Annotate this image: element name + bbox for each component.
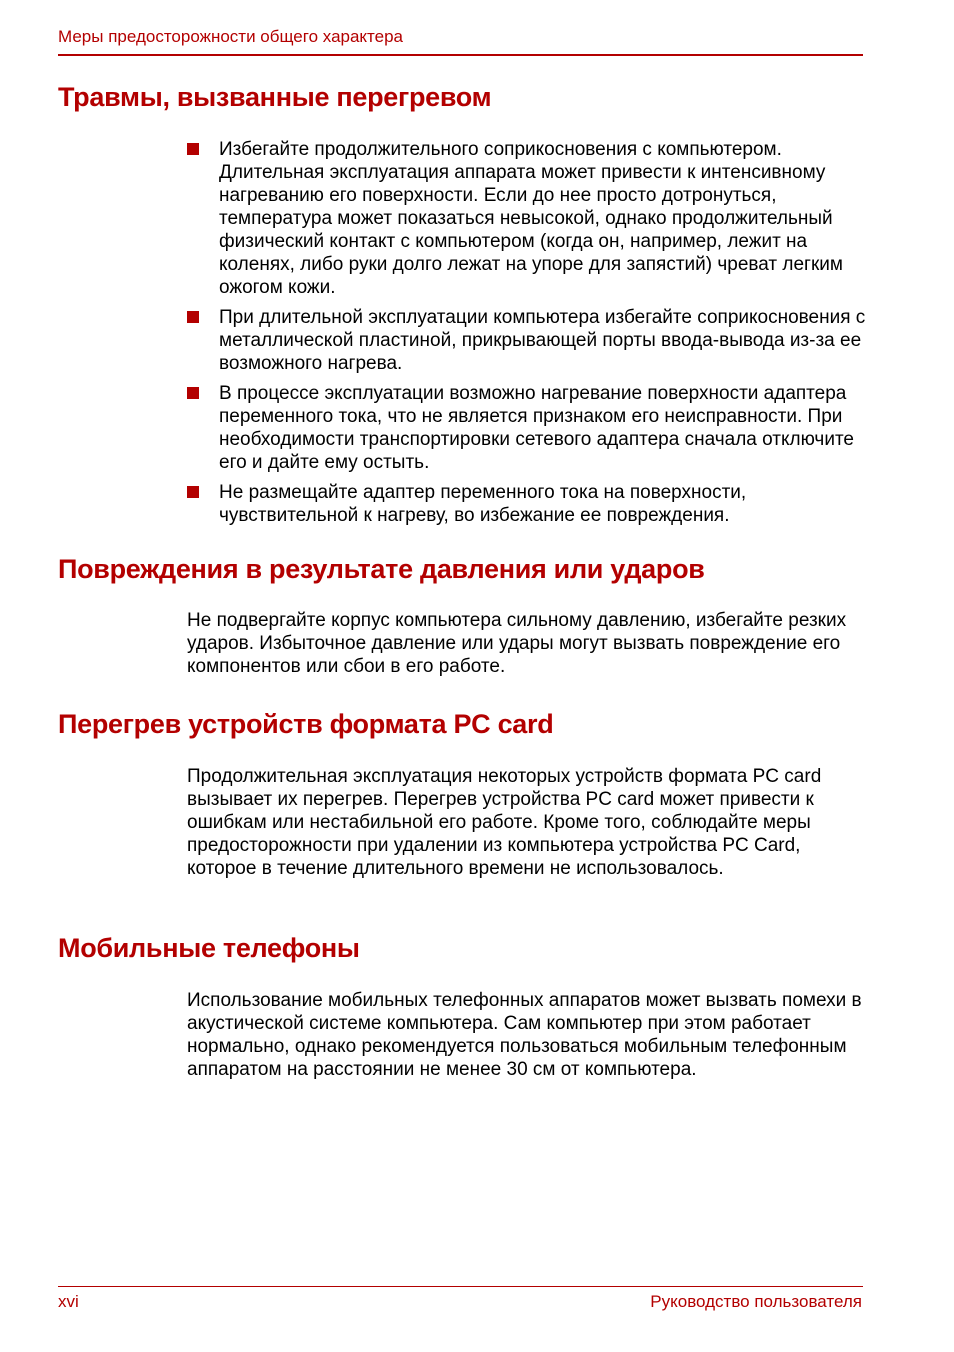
header-rule bbox=[58, 54, 863, 56]
pc-card-paragraph: Продолжительная эксплуатация некоторых устройств формата PC card вызывает их перегрев. Перегрев устройства PC card может привести к ошибкам или нестабильной его работе. Кроме того, соблюдайте меры предосторожности при удалении из компьютера устройства PC Card, которое в течение длительного времени не использовалось. bbox=[187, 766, 822, 879]
square-bullet-icon bbox=[187, 311, 199, 323]
section-title-mobile-phones: Мобильные телефоны bbox=[58, 933, 360, 963]
running-header: Меры предосторожности общего характера bbox=[58, 27, 404, 46]
bullet-text: Избегайте продолжительного соприкосновения с компьютером. Длительная эксплуатация аппарата может привести к интенсивному нагреванию его поверхности. Если до нее просто дотронуться, температура может показаться невысокой, однако продолжительный физический контакт с компьютером (когда он, например, лежит на коленях, либо руки долго лежат на упоре для запястий) чреват легким ожогом кожи. bbox=[219, 139, 843, 298]
square-bullet-icon bbox=[187, 387, 199, 399]
square-bullet-icon bbox=[187, 486, 199, 498]
pressure-paragraph: Не подвергайте корпус компьютера сильному давлению, избегайте резких ударов. Избыточное давление или удары могут вызвать повреждение его компонентов или сбои в его работе. bbox=[187, 610, 847, 677]
manual-title: Руководство пользователя bbox=[650, 1292, 862, 1311]
list-item bbox=[187, 382, 867, 474]
page-number: xvi bbox=[58, 1292, 79, 1311]
bullet-text: Не размещайте адаптер переменного тока на поверхности, чувствительной к нагреву, во избежание ее повреждения. bbox=[219, 482, 747, 526]
mobile-phones-paragraph: Использование мобильных телефонных аппаратов может вызвать помехи в акустической системе компьютера. Сам компьютер при этом работает нормально, однако рекомендуется пользоваться мобильным телефонным аппаратом на расстоянии не менее 30 см от компьютера. bbox=[187, 990, 862, 1080]
list-item bbox=[187, 481, 867, 527]
section-title-overheating: Травмы, вызванные перегревом bbox=[58, 82, 492, 112]
bullet-text: В процессе эксплуатации возможно нагревание поверхности адаптера переменного тока, что не является признаком его неисправности. При необходимости транспортировки сетевого адаптера сначала отключите его и дайте ему остыть. bbox=[219, 383, 854, 473]
bullet-text: При длительной эксплуатации компьютера избегайте соприкосновения с металлической пластиной, прикрывающей порты ввода-вывода из-за ее возможного нагрева. bbox=[219, 307, 866, 374]
section-title-pc-card: Перегрев устройств формата PC card bbox=[58, 709, 554, 739]
list-item bbox=[187, 138, 867, 299]
overheating-bullet-list bbox=[187, 138, 867, 534]
list-item bbox=[187, 306, 867, 375]
square-bullet-icon bbox=[187, 143, 199, 155]
section-title-pressure: Повреждения в результате давления или ударов bbox=[58, 554, 705, 584]
footer-rule bbox=[58, 1286, 863, 1287]
